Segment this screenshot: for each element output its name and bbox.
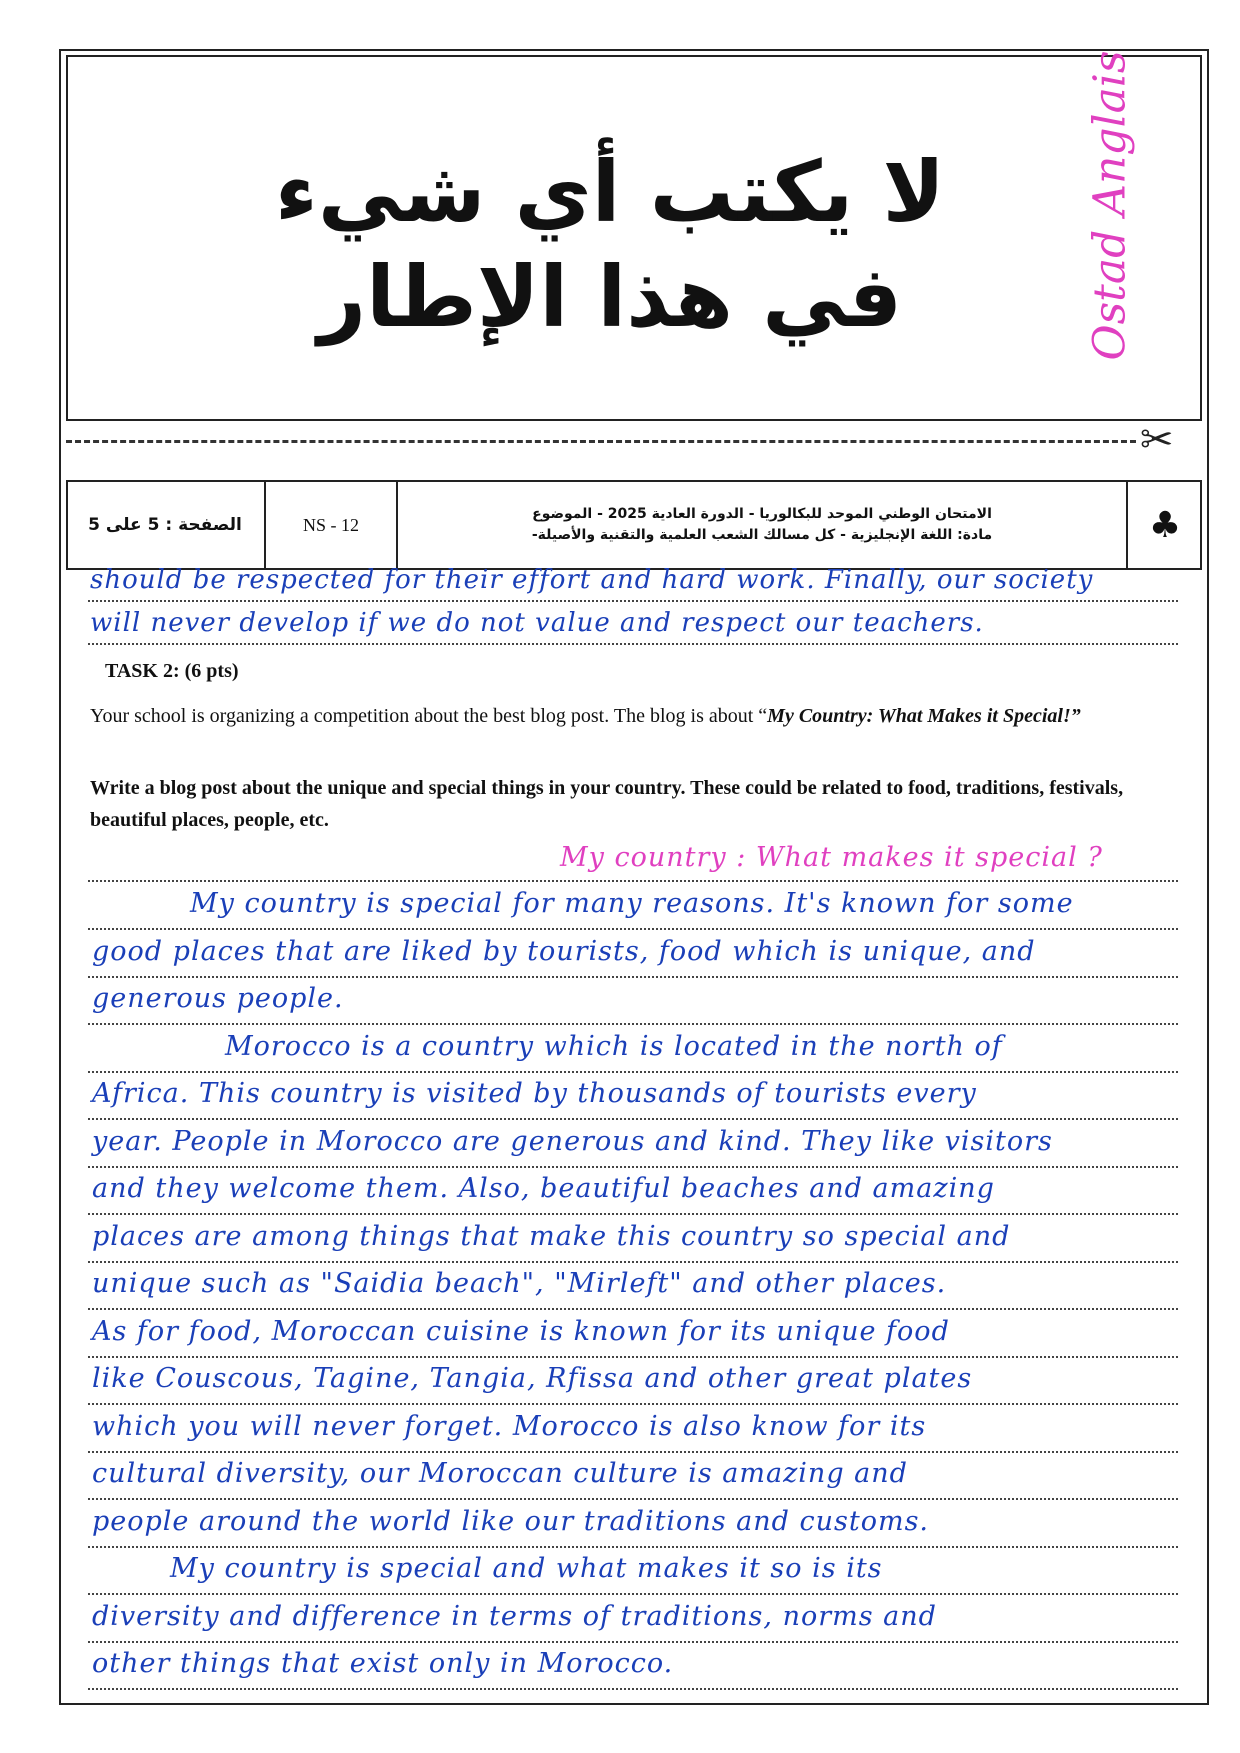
answer-line: My country is special for many reasons. It's known for some [190,888,1074,919]
answer-rule [88,600,1178,602]
answer-line: people around the world like our traditions and customs. [92,1505,930,1537]
task-intro [90,700,1190,732]
answer-line: and they welcome them. Also, beautiful beaches and amazing [92,1173,995,1204]
answer-rule [88,1546,1178,1548]
do-not-write-title-line1: لا يكتب أي شيء [274,143,946,241]
exam-title-line1: الامتحان الوطني الموحد للبكالوريا - الدورة العادية 2025 - الموضوع [532,506,992,522]
answer-rule [88,1023,1178,1025]
continuation-line-2: will never develop if we do not value and respect our teachers. [90,608,984,638]
answer-rule [88,1498,1178,1500]
answer-rule [88,1213,1178,1215]
page-number: الصفحة : 5 على 5 [66,480,266,570]
answer-line: As for food, Moroccan cuisine is known for its unique food [92,1315,950,1347]
answer-line: places are among things that make this country so special and [92,1220,1011,1252]
answer-line: My country is special and what makes it so is its [170,1553,883,1584]
exam-title-line2: مادة: اللغة الإنجليزية - كل مسالك الشعب العلمية والتقنية والأصيلة- [531,527,993,543]
answer-line: generous people. [92,983,344,1014]
answer-line: year. People in Morocco are generous and kind. They like visitors [92,1125,1053,1157]
task-blog-topic: My Country: What Makes it Special!” [767,705,1081,727]
answer-line: Morocco is a country which is located in the north of [225,1030,1003,1062]
answer-line: which you will never forget. Morocco is also know for its [92,1410,927,1442]
answer-rule [88,1071,1178,1073]
answer-rule [88,880,1178,882]
answer-line: diversity and difference in terms of traditions, norms and [92,1600,937,1632]
scissors-icon: ✂ [1140,417,1174,463]
answer-line: Africa. This country is visited by thousands of tourists every [92,1078,977,1109]
answer-line: other things that exist only in Morocco. [92,1648,674,1679]
answer-rule [88,643,1178,645]
task-intro-text: Your school is organizing a competition about the best blog post. The blog is about “ [90,705,768,727]
do-not-write-title-line2: في هذا الإطار [317,248,903,346]
exam-code: NS - 12 [266,480,398,570]
answer-line: like Couscous, Tagine, Tangia, Rfissa and other great plates [92,1363,973,1394]
exam-title [398,480,1128,570]
answer-rule [88,1356,1178,1358]
answer-rule [88,1261,1178,1263]
continuation-line-1: should be respected for their effort and hard work. Finally, our society [90,565,1094,595]
answer-rule [88,1593,1178,1595]
answer-rule [88,1641,1178,1643]
answer-line: unique such as "Saidia beach", "Mirleft" and other places. [92,1268,947,1299]
answer-rule [88,1166,1178,1168]
answer-line: cultural diversity, our Moroccan culture is amazing and [92,1458,908,1489]
cut-line [66,440,1136,443]
task-instruction: Write a blog post about the unique and special things in your country. These could be related to food, traditions, festivals, beautiful places, people, etc. [90,777,1124,831]
answer-heading: My country : What makes it special ? [560,842,1103,873]
answer-rule [88,1118,1178,1120]
answer-rule [88,976,1178,978]
answer-line: good places that are liked by tourists, food which is unique, and [92,935,1036,967]
club-icon: ♣ [1148,504,1182,546]
answer-rule [88,1403,1178,1405]
task-title: TASK 2: (6 pts) [105,660,239,682]
answer-rule [88,1451,1178,1453]
answer-rule [88,1308,1178,1310]
watermark-stamp: Ostad Anglais [1084,50,1136,361]
answer-rule [88,1688,1178,1690]
answer-rule [88,928,1178,930]
